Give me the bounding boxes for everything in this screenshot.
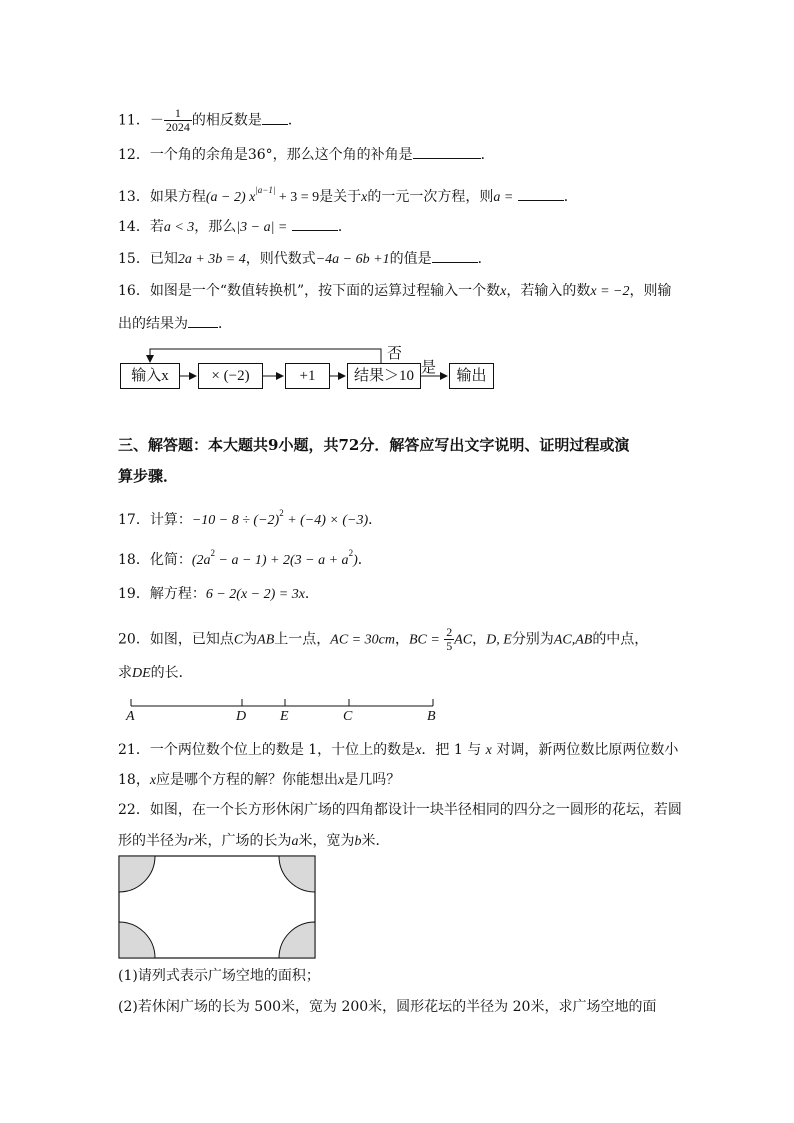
math-expression: |3 − a| = [236,220,288,235]
question-text: 是关于 [319,189,362,205]
question-number: 21． [118,742,150,758]
math-expression: −10 − 8 ÷ (−2) [191,513,280,528]
math-variable: AC,AB [553,632,593,648]
math-variable: AB [257,632,275,648]
question-number: 22． [118,802,150,818]
period: ． [477,251,492,267]
math-expression: BC = [408,632,440,648]
period: ． [218,316,232,332]
question-text: ， [472,631,487,648]
question-text: 为 [243,631,258,648]
question-number: 11． [118,112,150,129]
question-number: 14． [118,219,150,235]
question-text: 如图，已知点 [149,631,234,648]
question-text: 应是哪个方程的解？你能想出 [156,772,339,788]
question-22-line-2 [118,831,389,852]
question-text: 解方程： [149,586,206,602]
exponent: 2 [210,548,215,558]
period: ． [357,552,372,568]
question-21-line-2 [118,770,400,791]
question-text: 形的半径为 [118,833,188,849]
math-variable: DE [132,666,151,681]
question-number: 12． [118,147,150,163]
question-text: 18， [118,772,150,788]
math-expression: a < 3 [163,220,195,235]
period: ． [337,219,352,235]
fraction-denominator: 5 [446,639,453,653]
math-variable: x [500,284,507,299]
period: ． [287,112,302,129]
flow-add-box: +1 [285,363,330,389]
exponent: |a−1| [255,185,276,195]
question-text: 对调，新两位数比原两位数小 [496,742,679,758]
math-expression: + 3 = 9 [275,190,320,205]
question-text: 一个两位数个位上的数是 1，十位上的数是 [149,742,416,758]
question-text: 的一元一次方程，则 [367,189,494,205]
label-E: E [280,709,289,724]
exponent: 2 [348,548,354,558]
math-variable: C [233,632,244,648]
question-text: ，则输 [629,283,672,299]
math-expression: AC = 30cm [330,632,395,648]
question-text: 如果方程 [149,189,206,205]
flow-no-label: 否 [387,344,403,362]
flow-yes-label: 是 [421,358,437,376]
math-expression: + (−4) × (−3) [283,513,369,528]
math-expression: 2a + 3b = 4 [177,252,246,267]
question-text: 米，宽为 [298,833,355,849]
question-text: 化简： [149,552,192,568]
fraction-denominator: 2024 [165,120,190,134]
math-expression: x = −2 [590,284,630,299]
exponent: 2 [279,508,284,518]
question-text: 的值是 [389,251,432,267]
question-text: 求 [118,665,132,681]
period: ． [304,586,319,602]
math-variable: D, E [486,632,512,648]
question-22-line-1 [118,800,682,820]
question-22-sub-1: (1)请列式表示广场空地的面积； [118,968,320,984]
question-number: 18． [118,552,150,568]
math-variable: x [361,190,368,205]
math-expression: ) [353,553,358,568]
question-number: 19． [118,586,150,602]
question-text: ．把 1 与 [421,742,482,758]
math-expression: a = [493,190,514,205]
math-variable: r [188,834,194,849]
math-variable: x [338,773,345,788]
minus-sign: － [149,113,164,129]
period: ． [480,147,495,163]
flow-result-box: 结果＞10 [347,363,421,389]
flow-output-box: 输出 [449,363,494,389]
period: ． [368,512,383,528]
flow-input-box: 输入x [120,363,180,389]
question-text: 分别为 [511,631,554,648]
label-C: C [343,709,353,724]
question-22-sub-2: (2)若休闲广场的长为 500米，宽为 200米，圆形花坛的半径为 20米，求广场空地的面 [118,999,657,1015]
math-variable: x [415,743,422,758]
question-text: ， [394,631,409,648]
question-text: ，则代数式 [245,251,316,267]
question-text: 米，广场的长为 [193,833,292,849]
plaza-figure [118,855,318,961]
math-variable: x [485,743,492,758]
fraction-numerator: 2 [446,625,453,639]
section-3-heading: 三、解答题：本大题共9小题，共72分．解答应写出文字说明、证明过程或演 [118,436,630,454]
question-number: 20． [118,631,150,648]
question-number: 15． [118,251,150,267]
question-text: 已知 [149,251,178,267]
math-expression: − a − 1) + 2(3 − a + a [215,553,349,568]
question-text: 上一点， [274,631,331,648]
label-D: D [236,709,247,724]
math-expression: −4a − 6b +1 [315,252,390,267]
question-text: 的中点， [592,631,649,648]
question-text: 是几吗？ [344,772,401,788]
math-variable: b [354,834,362,849]
math-variable: AC [454,632,473,648]
question-text: 出的结果为 [118,316,188,332]
question-text: ，那么 [194,219,237,235]
question-text: 如图，在一个长方形休闲广场的四角都设计一块半径相同的四分之一圆形的花坛，若圆 [149,802,682,818]
section-3-heading-cont: 算步骤． [118,467,179,485]
math-expression: (2a [191,553,211,568]
question-text: 的长． [150,665,193,681]
question-text: ，若输入的数 [506,283,591,299]
question-text: 若 [149,219,164,235]
question-text: 的相反数是 [191,112,262,129]
math-variable: x [149,773,157,788]
math-expression: (a − 2) x [205,190,256,205]
question-number: 16． [118,283,150,299]
question-text: 米． [361,833,390,849]
period: ． [563,189,578,205]
question-text: 一个角的余角是36°，那么这个角的补角是 [149,147,413,163]
flow-multiply-box: × (−2) [198,363,263,389]
question-number: 13． [118,189,150,205]
fraction-numerator: 1 [164,107,192,121]
question-text: 如图是一个“数值转换机”，按下面的运算过程输入一个数 [149,283,501,299]
question-number: 17． [118,512,150,528]
math-variable: a [291,834,299,849]
question-21-line-1 [118,740,678,761]
question-text: 计算： [149,512,192,528]
math-expression: 6 − 2(x − 2) = 3x [205,587,305,602]
label-A: A [126,709,135,724]
label-B: B [427,709,436,724]
